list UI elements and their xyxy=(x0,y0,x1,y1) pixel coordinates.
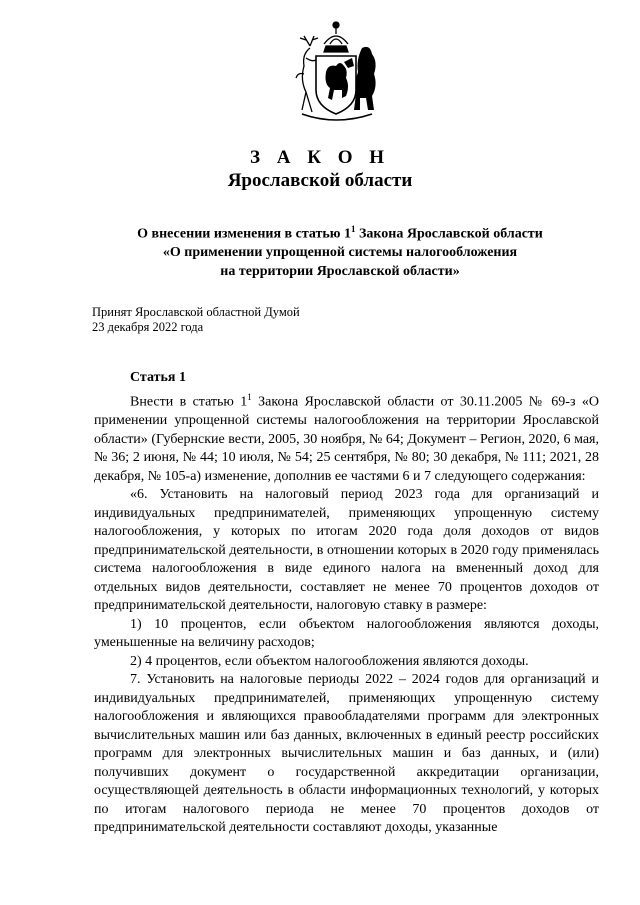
law-title: З А К О Н xyxy=(249,147,391,168)
article-heading: Статья 1 xyxy=(130,370,186,385)
law-subtitle xyxy=(60,220,620,281)
article-body xyxy=(94,388,599,838)
paragraph-part-7: 7. Установить на налоговые периоды 2022 – 2024 годов для организаций и индивидуальных предпринимателей, применяющих упрощенную систему налогообложения и являющихся правообладателями программ для электронных вычислительных машин или баз данных, включенных в единый реестр российских программ для электронных вычислительных машин и баз данных, и (или) получивших документ о государственной аккредитации организации, осуществляющей деятельность в области информационных технологий, у которых по итогам налогового периода не менее 70 процентов доходов от предпринимательской деятельности составляют доходы, указанные xyxy=(94,672,599,836)
paragraph-item-2: 2) 4 процентов, если объектом налогообложения являются доходы. xyxy=(130,653,529,669)
paragraph-part-6: «6. Установить на налоговый период 2023 года для организаций и индивидуальных предпринимателей, применяющих упрощенную систему налогообложения, у которых по итогам 2020 года доля доходов от видов предпринимательской деятельности, в отношении которых в 2020 году применялась система налогообложения в виде единого налога на вмененный доход для отдельных видов деятельности, составляет не менее 70 процентов доходов от предпринимательской деятельности, налоговую ставку в размере: xyxy=(94,487,599,614)
subtitle-line-3: на территории Ярославской области» xyxy=(220,263,460,279)
law-region: Ярославской области xyxy=(227,170,413,191)
yaroslavl-oblast-coat-of-arms-icon xyxy=(288,14,384,126)
paragraph-item-1: 1) 10 процентов, если объектом налогообложения являются доходы, уменьшенные на величину расходов; xyxy=(94,616,599,651)
paragraph-intro: Внести в статью $1^1$ Закона Ярославской области от 30.11.2005 № 69-з «О применении упрощенной системы налогообложения на территории Ярославской области» (Губернские вести, 2005, 30 ноября, № 64; Документ – Регион, 2020, 6 мая, № 36; 2 июня, № 44; 10 июля, № 54; 25 сентября, № 80; 30 декабря, № 111; 2021, 28 декабря, № 105-а) изменение, дополнив ее частями 6 и 7 следующего содержания: xyxy=(94,392,599,484)
adopted-by: Принят Ярославской областной Думой xyxy=(92,305,300,319)
adoption-note xyxy=(92,305,300,335)
subtitle-line-2: «О применении упрощенной системы налогообложения xyxy=(162,245,518,261)
subtitle-line-1: О внесении изменения в статью $1^1$ Закона Ярославской области xyxy=(137,224,543,242)
adopted-date: 23 декабря 2022 года xyxy=(92,320,204,334)
